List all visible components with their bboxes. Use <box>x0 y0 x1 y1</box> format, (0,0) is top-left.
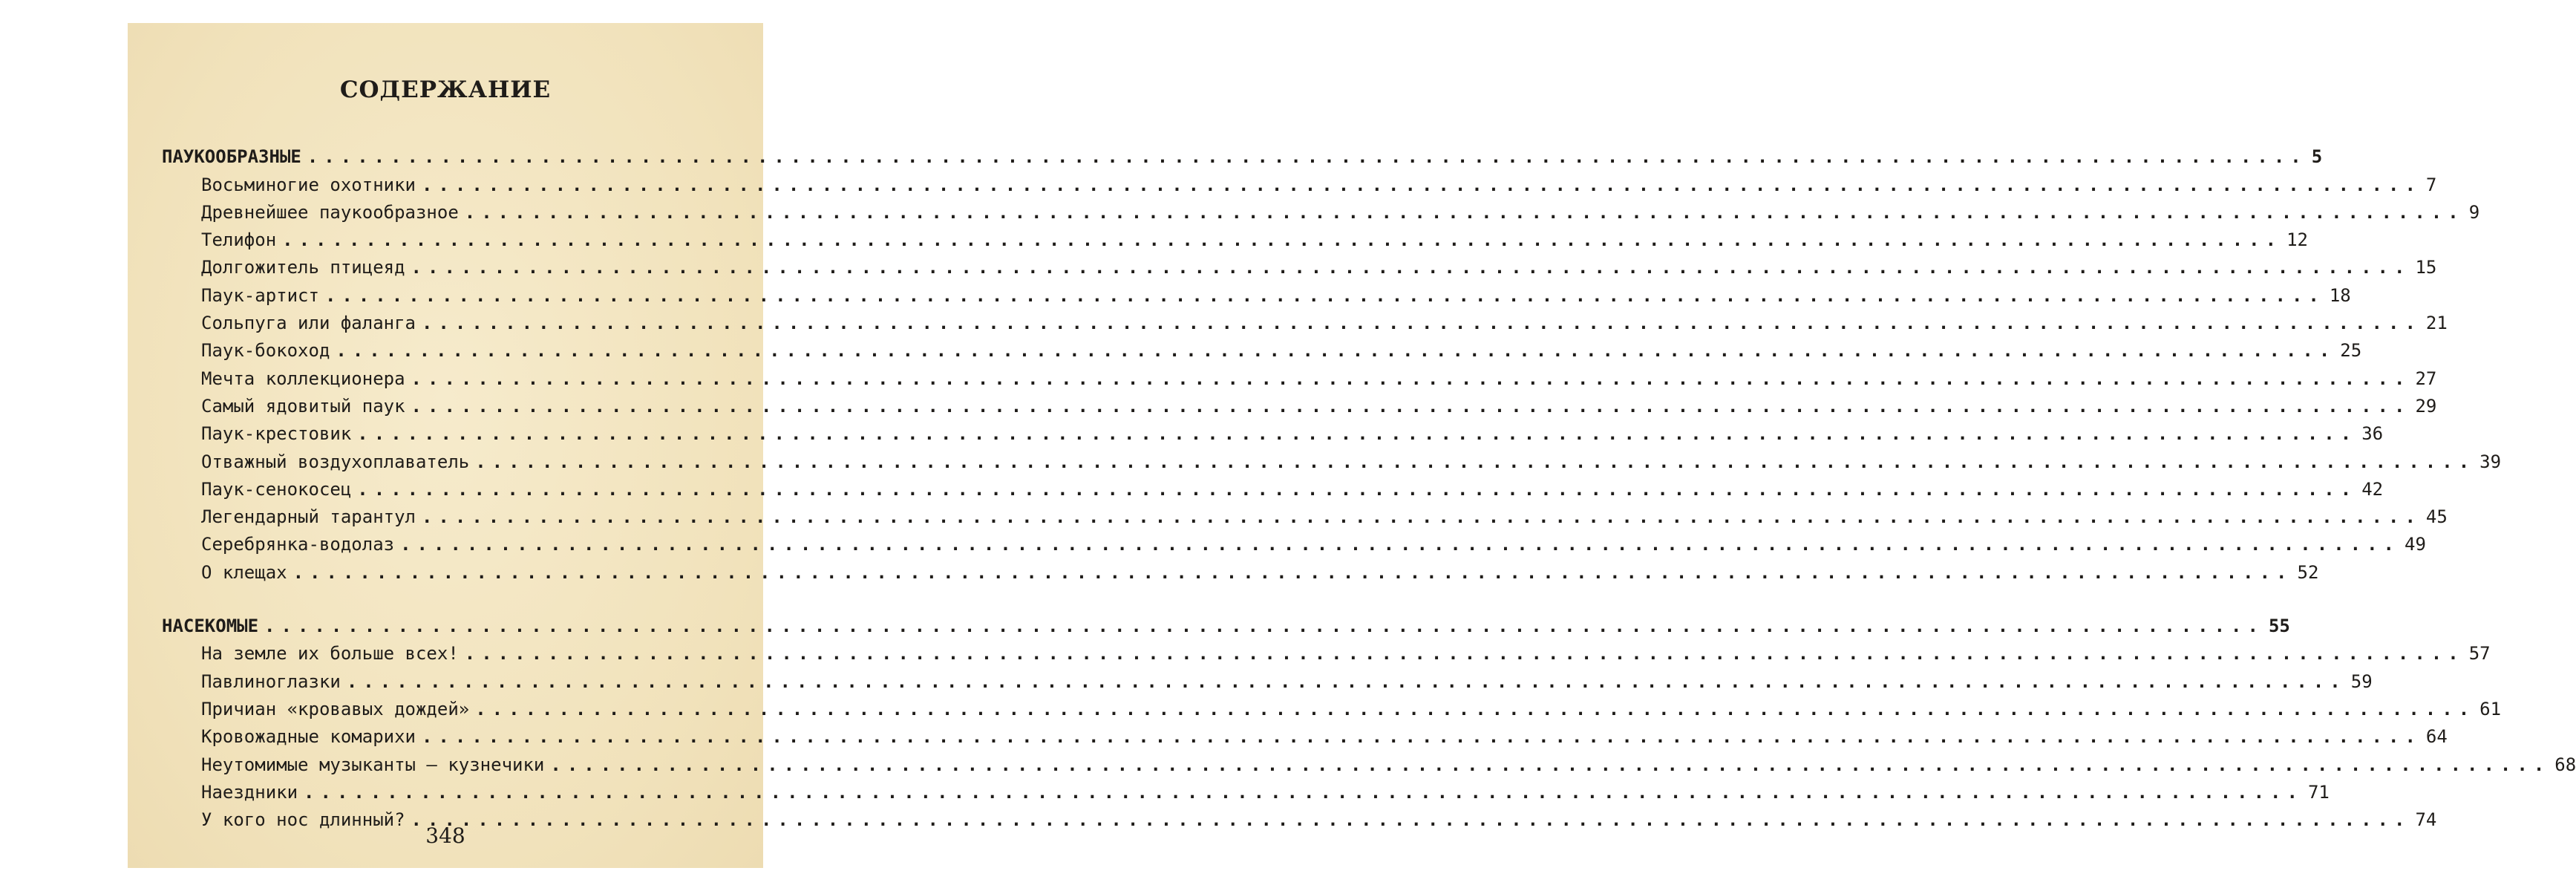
dot-leader: ........................................................................................................................ <box>357 478 2358 500</box>
dot-leader: ........................................................................................................................ <box>324 284 2325 306</box>
toc-page-number: 52 <box>2297 561 2319 583</box>
toc-entry <box>162 362 2437 389</box>
toc-entry <box>162 693 2502 720</box>
dot-leader: ........................................................................................................................ <box>475 698 2476 719</box>
toc-entry-label: О клещах <box>201 561 287 583</box>
dot-leader: ........................................................................................................................ <box>411 809 2411 831</box>
dot-leader: ........................................................................................................................ <box>307 146 2307 168</box>
toc-page-number: 61 <box>2479 698 2502 719</box>
book-page <box>128 23 2576 868</box>
toc-entry <box>162 500 2448 528</box>
toc-page-number: 9 <box>2468 201 2480 223</box>
toc-entry-label: Восьминогие охотники <box>201 174 416 195</box>
toc-entry-label: Паук-крестовик <box>201 423 352 445</box>
toc-entry-label: Паук-бокоход <box>201 340 330 362</box>
toc-entry <box>162 223 2308 251</box>
dot-leader: ........................................................................................................................ <box>421 174 2422 195</box>
dot-leader: ........................................................................................................................ <box>411 368 2411 389</box>
dot-leader: ........................................................................................................................ <box>421 726 2422 748</box>
toc-page-number: 39 <box>2479 451 2502 472</box>
dot-leader: ........................................................................................................................ <box>264 616 2264 637</box>
dot-leader: ........................................................................................................................ <box>304 781 2304 803</box>
toc-entry-label: Самый ядовитый паук <box>201 395 405 417</box>
toc-entry-label: На земле их больше всех! <box>201 643 459 665</box>
toc-page-number: 42 <box>2361 478 2384 500</box>
toc-page-number: 64 <box>2425 726 2448 748</box>
toc-entry <box>162 307 2448 334</box>
toc-page-number: 29 <box>2415 395 2437 417</box>
toc-page-number: 21 <box>2425 313 2448 334</box>
toc-entry <box>162 390 2437 417</box>
toc-entry <box>162 196 2480 223</box>
toc-entry <box>162 334 2362 362</box>
dot-leader: ........................................................................................................................ <box>336 340 2336 362</box>
dot-leader: ........................................................................................................................ <box>282 229 2283 251</box>
dot-leader: ........................................................................................................................ <box>475 451 2476 472</box>
toc-page-number: 49 <box>2405 534 2426 555</box>
toc-page-number: 15 <box>2415 257 2437 278</box>
toc-section-insects <box>162 610 2290 637</box>
toc-page-number: 36 <box>2361 423 2384 445</box>
toc-entry-label: Телифон <box>201 229 277 251</box>
dot-leader: ........................................................................................................................ <box>464 201 2465 223</box>
dot-leader: ........................................................................................................................ <box>346 670 2347 692</box>
toc-page-number: 7 <box>2425 174 2437 195</box>
toc-section-arachnids <box>162 140 2323 168</box>
dot-leader: ........................................................................................................................ <box>550 754 2551 775</box>
toc-entry-label: Сольпуга или фаланга <box>201 313 416 334</box>
dot-leader: ........................................................................................................................ <box>292 561 2293 583</box>
table-of-contents <box>162 140 2576 831</box>
dot-leader: ........................................................................................................................ <box>411 257 2411 278</box>
toc-entry <box>162 720 2448 748</box>
dot-leader: ........................................................................................................................ <box>357 423 2358 445</box>
toc-entry-label: Древнейшее паукообразное <box>201 201 459 223</box>
toc-entry <box>162 168 2437 195</box>
toc-page-number: 5 <box>2311 146 2323 168</box>
toc-page-number: 68 <box>2554 754 2576 775</box>
toc-page-number: 45 <box>2425 506 2448 528</box>
toc-entry <box>162 665 2373 692</box>
toc-entry <box>162 417 2384 445</box>
toc-page-number: 71 <box>2307 781 2330 803</box>
toc-section-label: ПАУКООБРАЗНЫЕ <box>162 146 301 168</box>
toc-entry-label: Паук-сенокосец <box>201 478 352 500</box>
page-folio-number: 348 <box>425 823 465 848</box>
toc-entry-label: Мечта коллекционера <box>201 368 405 389</box>
toc-page-number: 12 <box>2286 229 2308 251</box>
toc-page-number: 27 <box>2415 368 2437 389</box>
dot-leader: ........................................................................................................................ <box>464 643 2465 665</box>
toc-entry <box>162 278 2351 306</box>
toc-page-number: 59 <box>2350 670 2373 692</box>
toc-entry <box>162 445 2502 472</box>
toc-entry-label: Причиан «кровавых дождей» <box>201 698 470 719</box>
toc-entry <box>162 748 2576 775</box>
toc-page-number: 57 <box>2468 643 2491 665</box>
toc-entry <box>162 776 2330 803</box>
toc-entry <box>162 528 2426 555</box>
toc-entry <box>162 637 2491 665</box>
toc-page-number: 25 <box>2340 340 2362 362</box>
dot-leader: ........................................................................................................................ <box>421 313 2422 334</box>
toc-entry-label: У кого нос длинный? <box>201 809 405 831</box>
toc-entry-label: Павлиноглазки <box>201 670 341 692</box>
toc-page-number: 74 <box>2415 809 2437 831</box>
dot-leader: ........................................................................................................................ <box>421 506 2422 528</box>
dot-leader: ........................................................................................................................ <box>411 395 2411 417</box>
toc-entry-label: Отважный воздухоплаватель <box>201 451 470 472</box>
toc-entry-label: Кровожадные комарихи <box>201 726 416 748</box>
toc-page-number: 18 <box>2329 284 2351 306</box>
toc-entry-label: Неутомимые музыканты — кузнечики <box>201 754 545 775</box>
toc-entry <box>162 473 2384 500</box>
toc-entry <box>162 251 2437 278</box>
toc-page-number: 55 <box>2268 616 2290 637</box>
toc-entry-label: Долгожитель птицеяд <box>201 257 405 278</box>
dot-leader: ........................................................................................................................ <box>400 534 2400 555</box>
page-title: СОДЕРЖАНИЕ <box>339 76 552 103</box>
toc-entry <box>162 555 2319 583</box>
toc-entry-label: Легендарный тарантул <box>201 506 416 528</box>
toc-entry-label: Наездники <box>201 781 298 803</box>
toc-entry-label: Серебрянка-водолаз <box>201 534 395 555</box>
toc-entry-label: Паук-артист <box>201 284 319 306</box>
toc-section-label: НАСЕКОМЫЕ <box>162 616 259 637</box>
